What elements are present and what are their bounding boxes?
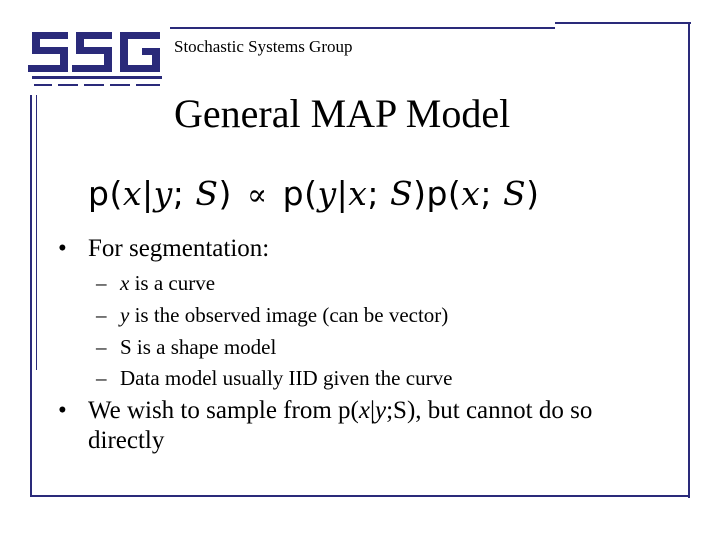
formula-x2: x: [348, 174, 368, 213]
group-name: Stochastic Systems Group: [174, 37, 353, 56]
bullet-text-line2: directly: [88, 427, 165, 454]
bullet-marker: •: [58, 397, 67, 424]
bullet-text: For segmentation:: [88, 235, 270, 262]
formula-p2: p(: [282, 174, 318, 213]
subitem-y-image: [96, 303, 448, 328]
formula-semi3: ;: [480, 174, 504, 213]
proportional-symbol: ∝: [246, 178, 268, 213]
bullet-text-post: ;S), but cannot do so: [386, 397, 593, 424]
bullet-marker: •: [58, 235, 67, 262]
subitem-var: y: [120, 303, 130, 327]
bullet-var-x: x: [358, 397, 370, 424]
dash-marker: –: [96, 303, 107, 327]
formula-S2: S: [389, 174, 414, 213]
formula-bar: |: [141, 174, 154, 213]
formula-close2: ): [413, 174, 427, 213]
bullet-var-y: y: [374, 397, 387, 424]
frame-line-right: [688, 22, 690, 498]
subitem-text: is a curve: [129, 271, 216, 295]
bullet-text-pre: We wish to sample from p(: [88, 397, 359, 424]
formula-S3: S: [503, 174, 527, 213]
bullet-bar: |: [369, 397, 375, 424]
frame-line-top: [170, 27, 555, 29]
subitem-data-model: [96, 366, 452, 391]
formula-close3: ): [526, 174, 540, 213]
formula-y2: y: [317, 174, 337, 213]
frame-line-left: [30, 95, 32, 497]
dash-marker: –: [96, 271, 107, 295]
subitem-text: is the observed image (can be vector): [129, 303, 449, 327]
formula-p3: p(: [426, 174, 462, 213]
frame-line-left-inner: [36, 95, 37, 370]
formula-semi2: ;: [367, 174, 390, 213]
formula-close: ): [218, 174, 232, 213]
slide-title: General MAP Model: [174, 91, 511, 136]
formula-bar2: |: [336, 174, 349, 213]
map-formula: [88, 174, 540, 213]
frame-line-top-right: [555, 22, 691, 24]
formula-x: x: [122, 174, 142, 213]
bullet-segmentation: [58, 234, 269, 264]
subitem-x-curve: [96, 271, 215, 296]
subitem-var: x: [120, 271, 130, 295]
subitem-text: Data model usually IID given the curve: [120, 366, 453, 390]
subitem-shape-model: [96, 335, 276, 360]
dash-marker: –: [96, 366, 107, 390]
bullet-sampling: [58, 396, 678, 456]
frame-line-bottom: [30, 495, 690, 497]
ssg-logo: [28, 24, 168, 92]
dash-marker: –: [96, 335, 107, 359]
formula-S: S: [195, 174, 219, 213]
subitem-text: S is a shape model: [120, 335, 277, 359]
formula-semi: ;: [172, 174, 196, 213]
formula-x3: x: [461, 174, 481, 213]
formula-p1: p(: [88, 174, 123, 213]
formula-y: y: [153, 174, 173, 213]
